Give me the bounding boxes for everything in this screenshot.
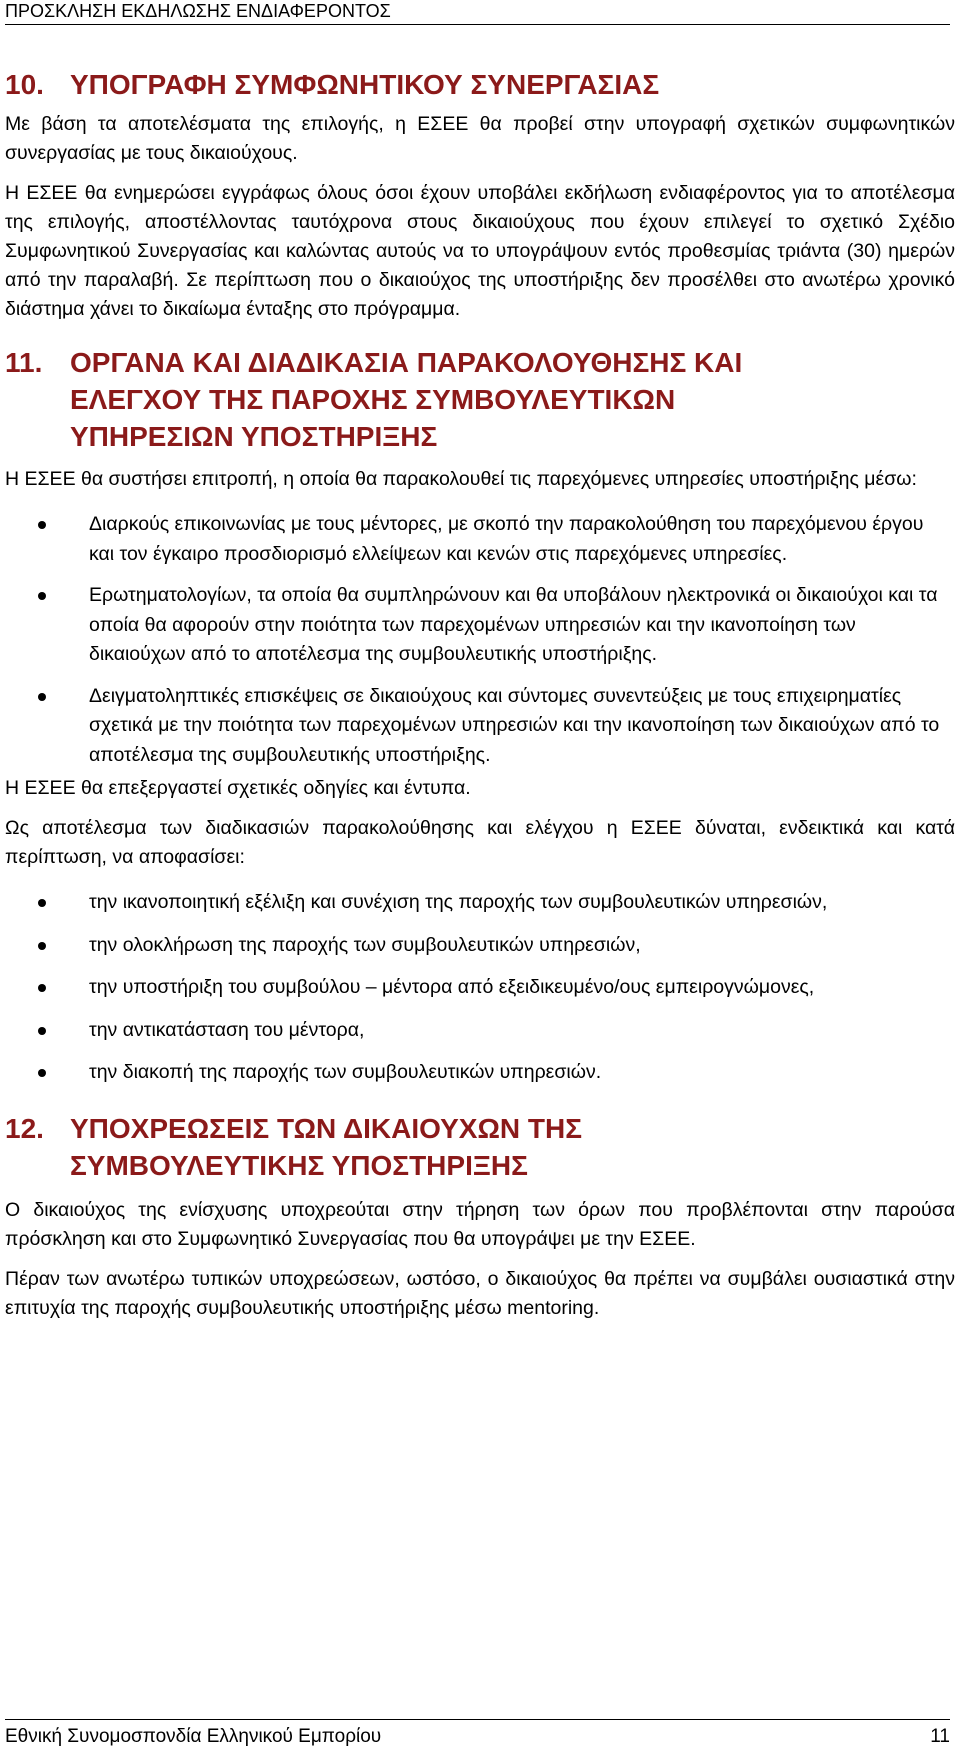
monitoring-methods-list [5, 510, 955, 770]
list-item [5, 888, 955, 918]
bullet-icon [38, 1069, 46, 1077]
list-item [5, 1016, 955, 1046]
section-11-title-line-2: ΕΛΕΓΧΟΥ ΤΗΣ ΠΑΡΟΧΗΣ ΣΥΜΒΟΥΛΕΥΤΙΚΩΝ [70, 384, 676, 415]
bullet-icon [38, 899, 46, 907]
list-item-text: την αντικατάσταση του μέντορα, [89, 1018, 365, 1041]
section-12-title-line-1: ΥΠΟΧΡΕΩΣΕΙΣ ΤΩΝ ΔΙΚΑΙΟΥΧΩΝ ΤΗΣ [70, 1112, 583, 1144]
bullet-icon [38, 693, 46, 701]
decision-options-list [5, 888, 955, 1088]
page-number: 11 [930, 1726, 950, 1747]
section-12-title [70, 1110, 955, 1184]
section-12-title-line-2: ΣΥΜΒΟΥΛΕΥΤΙΚΗΣ ΥΠΟΣΤΗΡΙΞΗΣ [70, 1149, 528, 1181]
list-item-text: την ικανοποιητική εξέλιξη και συνέχιση της παροχής των συμβουλευτικών υπηρεσιών, [89, 891, 828, 913]
section-12-paragraph-1: Ο δικαιούχος της ενίσχυσης υποχρεούται στην τήρηση των όρων που προβλέπονται στην παρούσα πρόσκληση και στο Συμφωνητικό Συνεργασίας που θα υπογράψει με την ΕΣΕΕ. [5, 1198, 955, 1250]
section-11-number: 11. [5, 347, 43, 378]
section-10-paragraph-2: Η ΕΣΕΕ θα ενημερώσει εγγράφως όλους όσοι έχουν υποβάλει εκδήλωση ενδιαφέροντος για το αποτέλεσμα της επιλογής, αποστέλλοντας ταυτόχρονα στους δικαιούχους που έχουν επιλεγεί το σχετικό Σχέδιο Συμφωνητικού Συνεργασίας και καλώντας αυτούς να το υπογράψουν εντός προθεσμίας τριάντα (30) ημερών από την παραλαβή. Σε περίπτωση που ο δικαιούχος της υποστήριξης δεν προσέλθει στο ανωτέρω χρονικό διάστημα χάνει το δικαίωμα ένταξης στο πρόγραμμα. [5, 182, 955, 320]
bullet-icon [38, 592, 46, 600]
list-item [5, 1058, 955, 1088]
section-11-outcome-intro: Ως αποτέλεσμα των διαδικασιών παρακολούθησης και ελέγχου η ΕΣΕΕ δύναται, ενδεικτικά και κατά περίπτωση, να αποφασίσει: [5, 817, 955, 868]
list-item [5, 931, 955, 961]
running-header: ΠΡΟΣΚΛΗΣΗ ΕΚΔΗΛΩΣΗΣ ΕΝΔΙΑΦΕΡΟΝΤΟΣ [5, 0, 950, 25]
list-item [5, 973, 955, 1003]
bullet-icon [38, 1027, 46, 1035]
list-item [5, 510, 955, 569]
section-10-heading [5, 66, 955, 103]
section-11-heading [5, 344, 955, 455]
list-item-text: Διαρκούς επικοινωνίας με τους μέντορες, με σκοπό την παρακολούθηση του παρεχόμενου έργου και τον έγκαιρο προσδιορισμό ελλείψεων και κενών στις παρεχόμενες υπηρεσίες. [89, 513, 924, 565]
list-item-text: Δειγματοληπτικές επισκέψεις σε δικαιούχους και σύντομες συνεντεύξεις με τους επιχειρηματίες σχετικά με την ποιότητα των παρεχομένων υπηρεσιών και την ικανοποίηση των δικαιούχων από το αποτέλεσμα της συμβουλευτικής υποστήριξης. [89, 684, 940, 766]
section-11-title-line-1: ΟΡΓΑΝΑ ΚΑΙ ΔΙΑΔΙΚΑΣΙΑ ΠΑΡΑΚΟΛΟΥΘΗΣΗΣ ΚΑΙ [70, 347, 743, 378]
page-content [5, 66, 955, 1323]
section-11-intro: Η ΕΣΕΕ θα συστήσει επιτροπή, η οποία θα παρακολουθεί τις παρεχόμενες υπηρεσίες υποστήριξης μέσω: [5, 468, 917, 490]
section-10-number: 10. [5, 69, 44, 100]
bullet-icon [38, 942, 46, 950]
section-11-title-line-3: ΥΠΗΡΕΣΙΩΝ ΥΠΟΣΤΗΡΙΞΗΣ [70, 421, 438, 452]
footer-organization: Εθνική Συνομοσπονδία Ελληνικού Εμπορίου [5, 1726, 382, 1747]
list-item-text: την διακοπή της παροχής των συμβουλευτικών υπηρεσιών. [89, 1061, 602, 1083]
section-10-paragraph-1: Με βάση τα αποτελέσματα της επιλογής, η ΕΣΕΕ θα προβεί στην υπογραφή σχετικών συμφωνητικών συνεργασίας με τους δικαιούχους. [5, 113, 955, 164]
section-11-title [70, 344, 955, 455]
list-item [5, 682, 955, 771]
list-item [5, 581, 955, 670]
section-12-paragraph-2: Πέραν των ανωτέρω τυπικών υποχρεώσεων, ωστόσο, ο δικαιούχος θα πρέπει να συμβάλει ουσιαστικά στην επιτυχία της παροχής συμβουλευτικής υποστήριξης μέσω mentoring. [5, 1267, 955, 1319]
page-footer [5, 1719, 950, 1748]
list-item-text: την ολοκλήρωση της παροχής των συμβουλευτικών υπηρεσιών, [89, 933, 641, 956]
list-item-text: Ερωτηματολογίων, τα οποία θα συμπληρώνουν και θα υποβάλουν ηλεκτρονικά οι δικαιούχοι και τα οποία θα αφορούν στην ποιότητα των παρεχομένων υπηρεσιών και την ικανοποίηση των δικαιούχων από το αποτέλεσμα της συμβουλευτικής υποστήριξης. [89, 584, 938, 665]
section-11-note: Η ΕΣΕΕ θα επεξεργαστεί σχετικές οδηγίες και έντυπα. [5, 777, 471, 799]
section-10-title: ΥΠΟΓΡΑΦΗ ΣΥΜΦΩΝΗΤΙΚΟΥ ΣΥΝΕΡΓΑΣΙΑΣ [70, 69, 660, 100]
list-item-text: την υποστήριξη του συμβούλου – μέντορα από εξειδικευμένο/ους εμπειρογνώμονες, [89, 976, 815, 998]
bullet-icon [38, 521, 46, 529]
section-12-number: 12. [5, 1112, 44, 1144]
section-12-heading [5, 1110, 955, 1184]
bullet-icon [38, 984, 46, 992]
